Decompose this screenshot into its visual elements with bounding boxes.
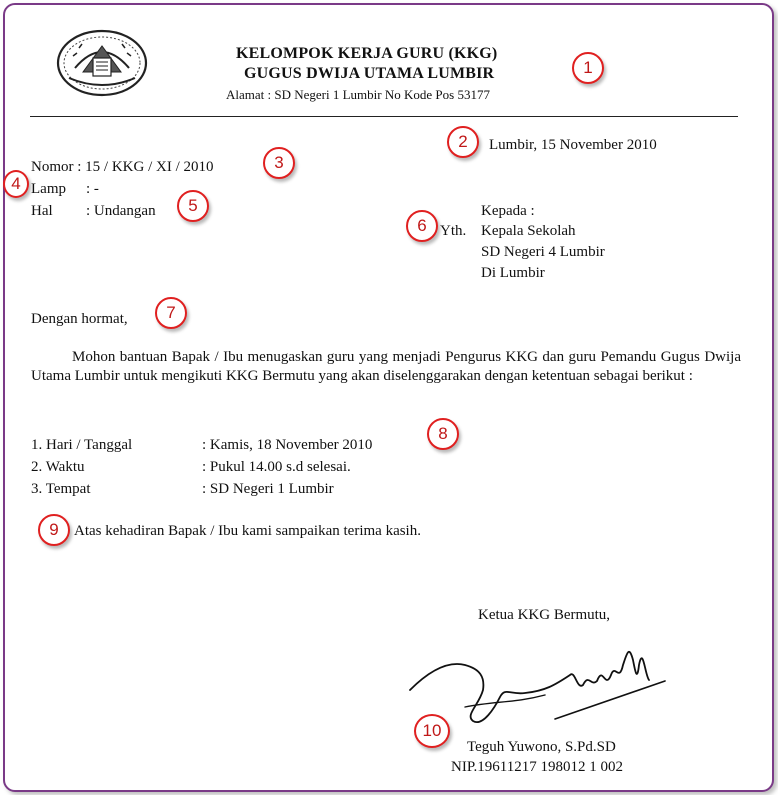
attachment-label: Lamp [31, 181, 66, 197]
marker-5-badge: 5 [177, 190, 209, 222]
org-name-line1: KELOMPOK KERJA GURU (KKG) [236, 45, 498, 62]
detail-place-value: : SD Negeri 1 Lumbir [202, 481, 334, 497]
marker-7-badge: 7 [155, 297, 187, 329]
marker-9-badge: 9 [38, 514, 70, 546]
detail-time-value: : Pukul 14.00 s.d selesai. [202, 459, 351, 475]
detail-place-label: 3. Tempat [31, 481, 91, 497]
header-divider [30, 116, 738, 117]
recipient-yth: Yth. [440, 223, 467, 239]
subject-value: : Undangan [86, 203, 156, 219]
closing-sentence: Atas kehadiran Bapak / Ibu kami sampaikan terima kasih. [74, 523, 421, 539]
place-date: Lumbir, 15 November 2010 [489, 137, 657, 153]
recipient-kepada: Kepada : [481, 203, 535, 219]
org-address: Alamat : SD Negeri 1 Lumbir No Kode Pos 53177 [226, 87, 490, 102]
organization-emblem-icon [55, 28, 150, 98]
marker-8-badge: 8 [427, 418, 459, 450]
salutation: Dengan hormat, [31, 311, 128, 327]
recipient-line2: SD Negeri 4 Lumbir [481, 244, 605, 260]
org-name-line2: GUGUS DWIJA UTAMA LUMBIR [244, 65, 495, 82]
marker-4-badge: 4 [3, 170, 29, 198]
subject-label: Hal [31, 203, 53, 219]
marker-2-badge: 2 [447, 126, 479, 158]
marker-10-badge: 10 [414, 714, 450, 748]
signatory-nip: NIP.19611217 198012 1 002 [451, 759, 623, 775]
recipient-line1: Kepala Sekolah [481, 223, 576, 239]
detail-time-label: 2. Waktu [31, 459, 85, 475]
detail-day-value: : Kamis, 18 November 2010 [202, 437, 373, 453]
signatory-name: Teguh Yuwono, S.Pd.SD [467, 739, 616, 755]
recipient-line3: Di Lumbir [481, 265, 545, 281]
detail-day-label: 1. Hari / Tanggal [31, 437, 133, 453]
letter-number: Nomor : 15 / KKG / XI / 2010 [31, 159, 214, 175]
handwritten-signature [405, 635, 675, 730]
body-paragraph: Mohon bantuan Bapak / Ibu menugaskan guru yang menjadi Pengurus KKG dan guru Pemandu Gugus Dwija Utama Lumbir untuk mengikuti KKG Bermutu yang akan diselenggarakan dengan ketentuan sebagai berikut : [31, 349, 741, 384]
marker-1-badge: 1 [572, 52, 604, 84]
signatory-title: Ketua KKG Bermutu, [478, 607, 611, 623]
attachment-value: : - [86, 181, 99, 197]
marker-6-badge: 6 [406, 210, 438, 242]
marker-3-badge: 3 [263, 147, 295, 179]
